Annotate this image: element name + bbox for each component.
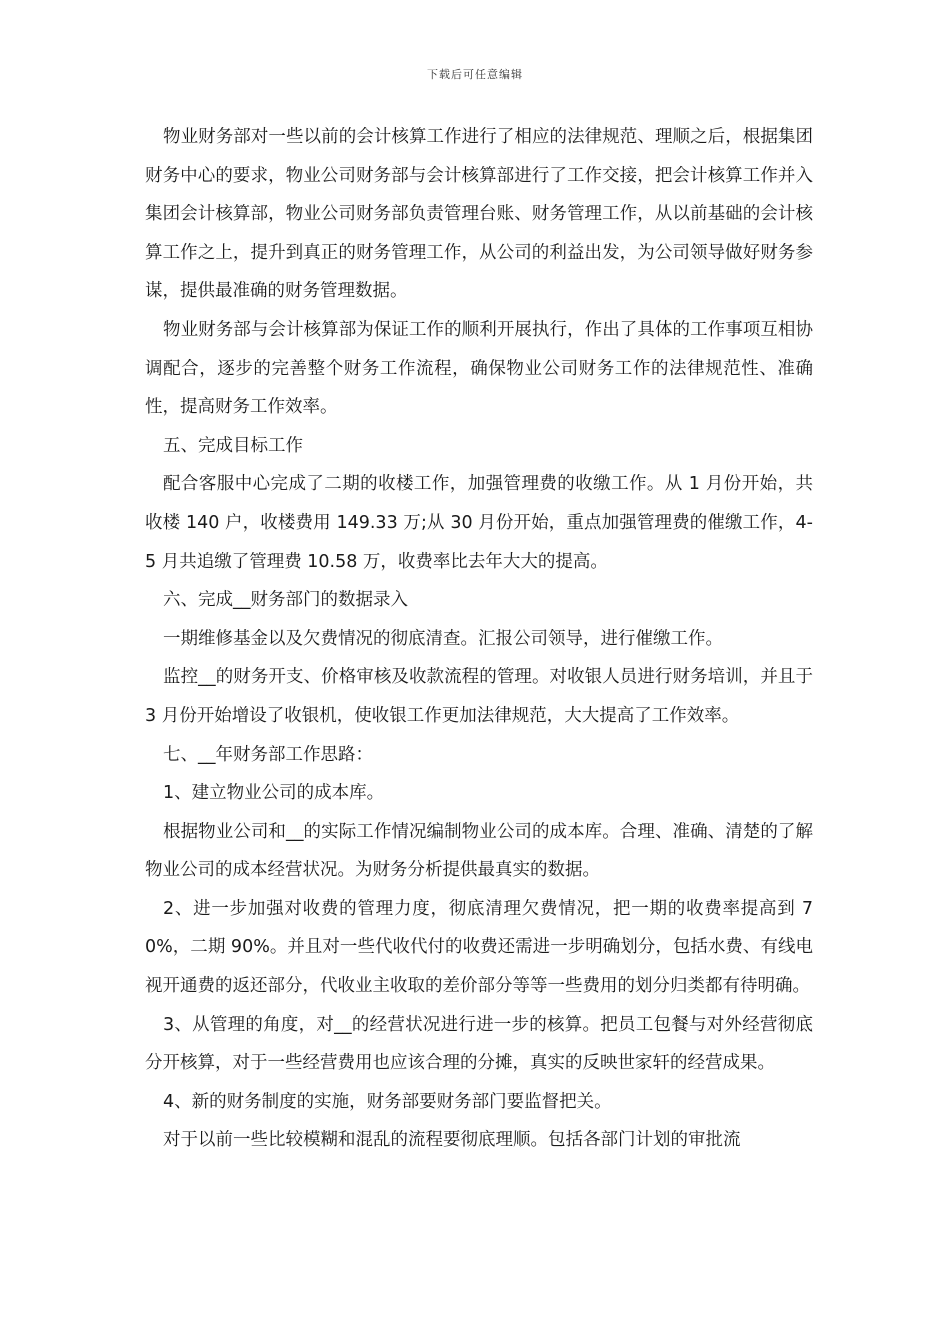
section-heading-6: 六、完成__财务部门的数据录入 bbox=[163, 590, 408, 611]
paragraph-coordination: 物业财务部与会计核算部为保证工作的顺利开展执行，作出了具体的工作事项互相协调配合，逐步的完善整个财务工作流程，确保物业公司财务工作的法律规范性、准确性，提高财务工作效率。 bbox=[145, 319, 813, 418]
paragraph-collection: 配合客服中心完成了二期的收楼工作，加强管理费的收缴工作。从 1 月份开始，共收楼 140 户，收楼费用 149.33 万;从 30 月份开始，重点加强管理费的催缴工作，4-5 月共追缴了管理费 10.58 万，收费率比去年大大的提高。 bbox=[145, 474, 813, 572]
list-item-4: 4、新的财务制度的实施，财务部要财务部门要监督把关。 bbox=[163, 1091, 612, 1112]
paragraph-monitoring: 监控__的财务开支、价格审核及收款流程的管理。对收银人员进行财务培训，并且于 3 月份开始增设了收银机，使收银工作更加法律规范，大大提高了工作效率。 bbox=[145, 667, 813, 726]
section-heading-7: 七、__年财务部工作思路： bbox=[163, 744, 373, 765]
list-item-1: 1、建立物业公司的成本库。 bbox=[163, 783, 385, 804]
document-body bbox=[145, 118, 813, 1160]
list-item-2: 2、进一步加强对收费的管理力度，彻底清理欠费情况，把一期的收费率提高到 70%，二期 90%。并且对一些代收代付的收费还需进一步明确划分，包括水费、有线电视开通费的返还部分，代收业主收取的差价部分等等一些费用的划分归类都有待明确。 bbox=[145, 898, 813, 997]
list-item-3: 3、从管理的角度，对__的经营状况进行进一步的核算。把员工包餐与对外经营彻底分开核算，对于一些经营费用也应该合理的分摊，真实的反映世家轩的经营成果。 bbox=[145, 1014, 813, 1074]
section-heading-5: 五、完成目标工作 bbox=[163, 435, 303, 456]
page-header-note: 下载后可任意编辑 bbox=[427, 68, 523, 81]
paragraph-finance-handover: 物业财务部对一些以前的会计核算工作进行了相应的法律规范、理顺之后，根据集团财务中心的要求，物业公司财务部与会计核算部进行了工作交接，把会计核算工作并入集团会计核算部，物业公司财务部负责管理台账、财务管理工作，从以前基础的会计核算工作之上，提升到真正的财务管理工作，从公司的利益出发，为公司领导做好财务参谋，提供最准确的财务管理数据。 bbox=[145, 127, 813, 302]
paragraph-process-review: 对于以前一些比较模糊和混乱的流程要彻底理顺。包括各部门计划的审批流 bbox=[163, 1130, 741, 1151]
paragraph-maintenance-fund: 一期维修基金以及欠费情况的彻底清查。汇报公司领导，进行催缴工作。 bbox=[163, 628, 723, 649]
paragraph-cost-library: 根据物业公司和__的实际工作情况编制物业公司的成本库。合理、准确、清楚的了解物业公司的成本经营状况。为财务分析提供最真实的数据。 bbox=[145, 821, 813, 881]
